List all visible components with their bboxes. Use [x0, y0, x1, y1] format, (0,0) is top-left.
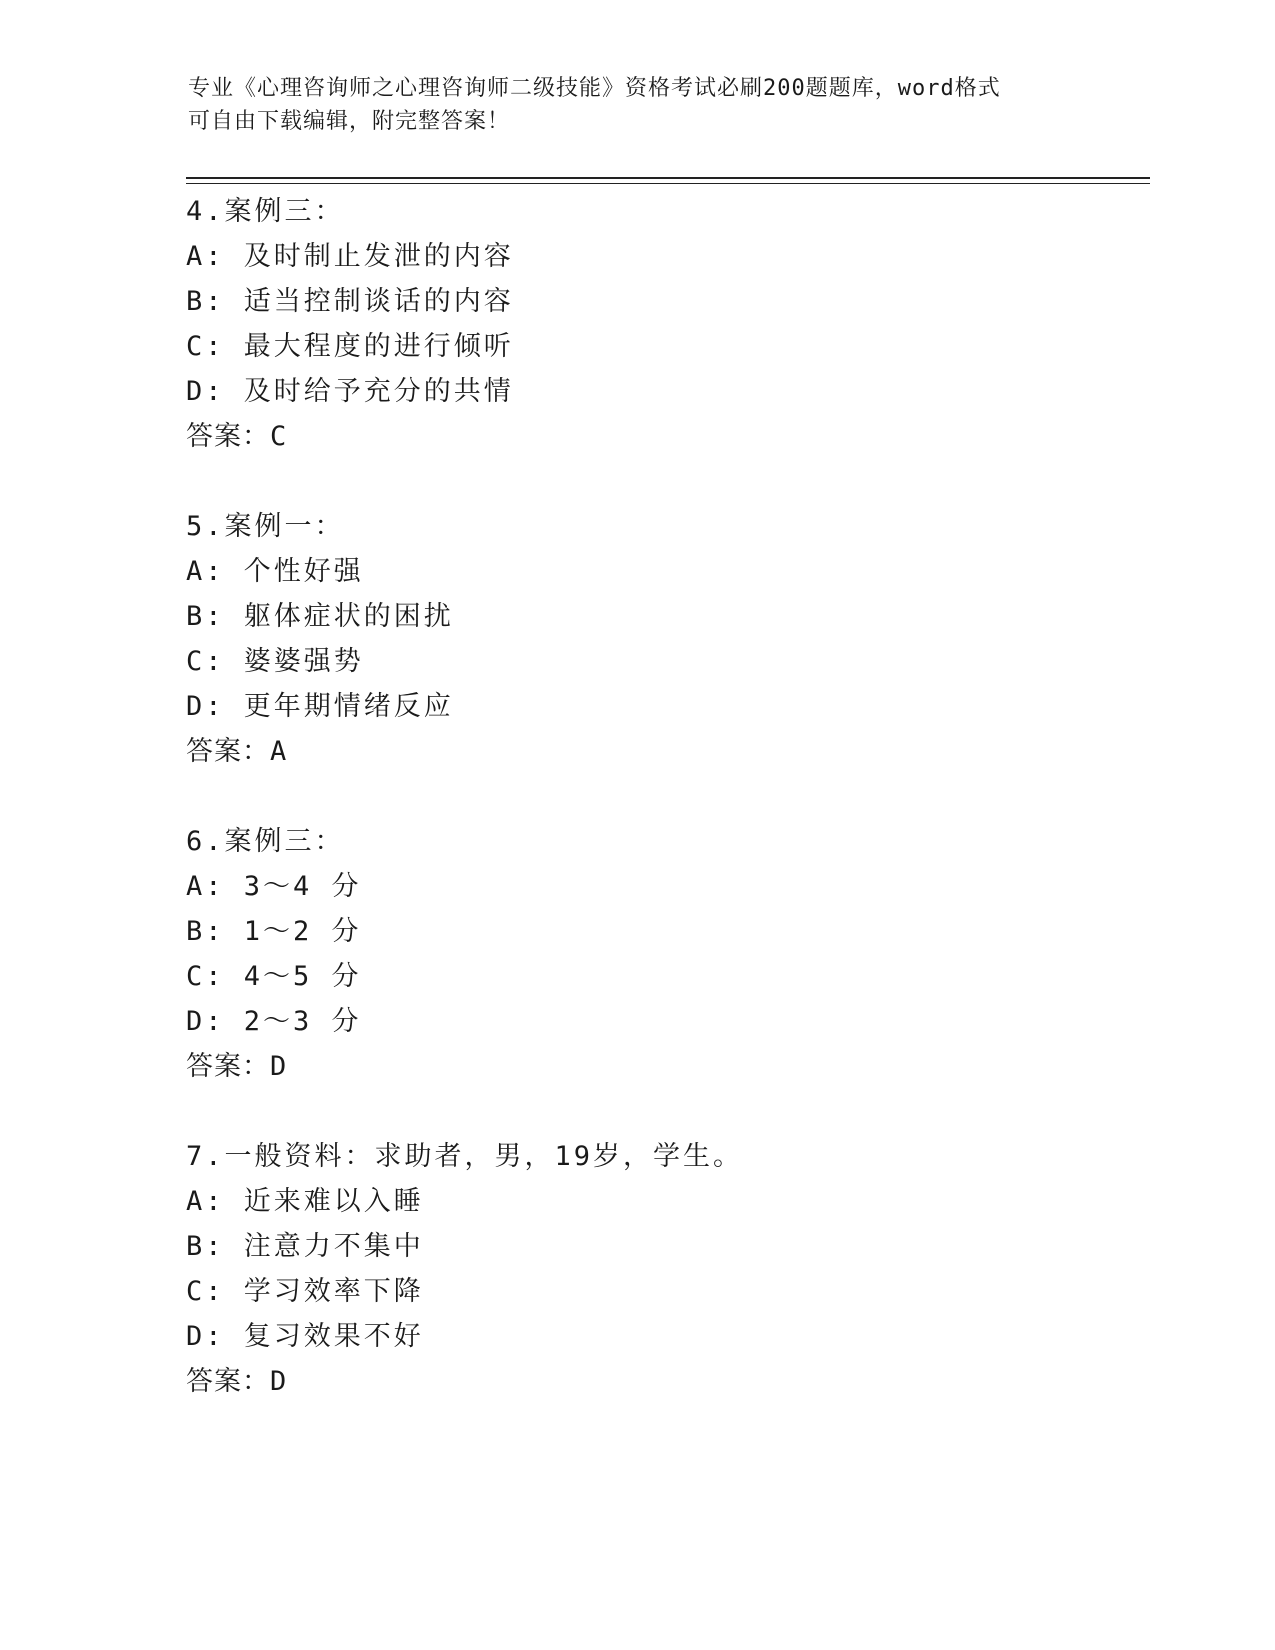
answer-label: 答案：: [186, 1366, 270, 1397]
option-c: C: 最大程度的进行倾听: [186, 331, 514, 362]
option-b: B: 躯体症状的困扰: [186, 601, 454, 632]
option-d: D: 更年期情绪反应: [186, 691, 454, 722]
answer-label: 答案：: [186, 1051, 270, 1082]
option-d: D: 2～3 分: [186, 1006, 362, 1037]
answer-line: [186, 729, 1146, 774]
answer-label: 答案：: [186, 421, 270, 452]
question-5: [186, 504, 1146, 774]
option-b: B: 注意力不集中: [186, 1231, 424, 1262]
option-d: D: 复习效果不好: [186, 1321, 424, 1352]
question-7: [186, 1134, 1146, 1404]
answer-line: [186, 414, 1146, 459]
header-line-2: 可自由下载编辑，附完整答案！: [188, 109, 511, 134]
header-line-1: 专业《心理咨询师之心理咨询师二级技能》资格考试必刷200题题库，word格式: [188, 76, 1001, 101]
question-title: 4.案例三：: [186, 196, 345, 227]
option-a: A: 3～4 分: [186, 871, 362, 902]
option-a: A: 及时制止发泄的内容: [186, 241, 514, 272]
option-c: C: 婆婆强势: [186, 646, 364, 677]
option-b: B: 适当控制谈话的内容: [186, 286, 514, 317]
option-b: B: 1～2 分: [186, 916, 362, 947]
header-divider-thick: [186, 177, 1150, 179]
answer-value: D: [270, 1366, 288, 1397]
question-title: 7.一般资料：求助者，男，19岁，学生。: [186, 1141, 744, 1172]
question-title: 6.案例三：: [186, 826, 345, 857]
document-header: [188, 72, 1088, 138]
question-4: [186, 189, 1146, 459]
question-6: [186, 819, 1146, 1089]
question-title: 5.案例一：: [186, 511, 345, 542]
option-a: A: 近来难以入睡: [186, 1186, 424, 1217]
option-c: C: 学习效率下降: [186, 1276, 424, 1307]
option-a: A: 个性好强: [186, 556, 364, 587]
answer-value: D: [270, 1051, 288, 1082]
question-list: [186, 189, 1146, 1449]
header-divider-thin: [186, 183, 1150, 184]
answer-label: 答案：: [186, 736, 270, 767]
option-c: C: 4～5 分: [186, 961, 362, 992]
answer-value: A: [270, 736, 288, 767]
answer-line: [186, 1359, 1146, 1404]
option-d: D: 及时给予充分的共情: [186, 376, 514, 407]
answer-value: C: [270, 421, 288, 452]
answer-line: [186, 1044, 1146, 1089]
